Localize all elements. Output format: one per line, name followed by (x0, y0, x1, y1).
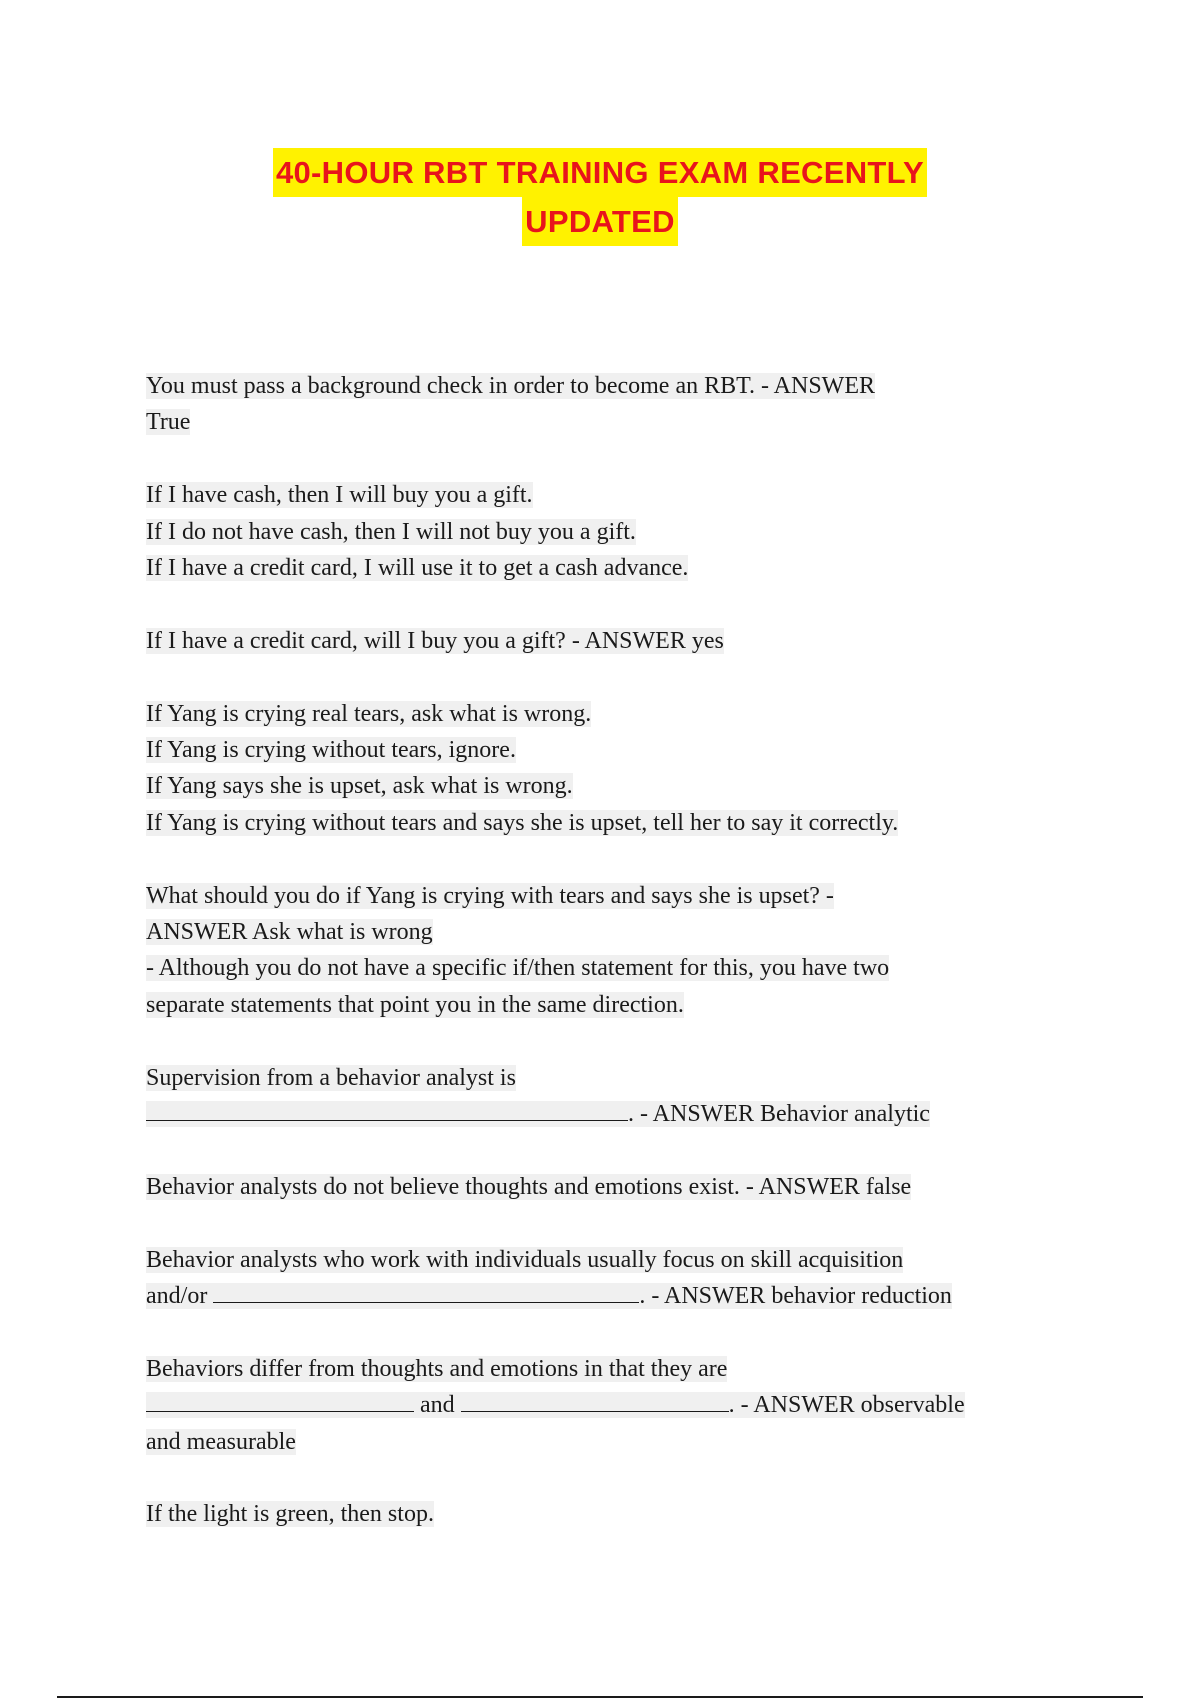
text-segment: and/or (146, 1283, 214, 1310)
answer-blank (461, 1389, 729, 1412)
text-segment: . - ANSWER behavior reduction (639, 1283, 952, 1310)
text-line: - Although you do not have a specific if/then statement for this, you have two (146, 955, 890, 982)
text-line: If I have cash, then I will buy you a gift. (146, 482, 533, 509)
qa-item-10 (146, 1496, 1076, 1532)
text-line: separate statements that point you in the same direction. (146, 991, 684, 1018)
text-line: If I have a credit card, I will use it to get a cash advance. (146, 555, 689, 582)
text-line: Behavior analysts do not believe thoughts and emotions exist. - ANSWER false (146, 1173, 912, 1200)
text-line: Supervision from a behavior analyst is (146, 1064, 516, 1091)
text-line: Behaviors differ from thoughts and emotions in that they are (146, 1355, 728, 1382)
text-line: You must pass a background check in order to become an RBT. - ANSWER (146, 373, 875, 399)
qa-item-7 (146, 1169, 1076, 1205)
qa-item-1 (146, 368, 1076, 441)
text-segment: . - ANSWER Behavior analytic (628, 1101, 930, 1128)
text-line: If Yang is crying real tears, ask what is wrong. (146, 700, 592, 727)
document-body (146, 368, 1076, 1569)
text-line: ANSWER Ask what is wrong (146, 919, 433, 946)
text-line: If I have a credit card, will I buy you a gift? - ANSWER yes (146, 627, 724, 654)
text-line: If Yang is crying without tears and says she is upset, tell her to say it correctly. (146, 809, 899, 836)
text-line: If Yang is crying without tears, ignore. (146, 737, 516, 764)
answer-blank (146, 1389, 414, 1412)
qa-item-9 (146, 1351, 1076, 1460)
text-line: What should you do if Yang is crying with tears and says she is upset? - (146, 882, 834, 909)
text-line: and measurable (146, 1428, 296, 1455)
text-line: If Yang says she is upset, ask what is wrong. (146, 773, 573, 800)
answer-blank (146, 1098, 628, 1121)
answer-blank (213, 1280, 639, 1303)
text-segment: . - ANSWER observable (728, 1392, 965, 1419)
text-line: Behavior analysts who work with individuals usually focus on skill acquisition (146, 1246, 904, 1273)
text-segment: and (414, 1392, 461, 1419)
qa-item-8 (146, 1242, 1076, 1315)
text-line: True (146, 409, 191, 436)
qa-item-5 (146, 878, 1076, 1024)
qa-item-6 (146, 1060, 1076, 1133)
title-line-1: 40-HOUR RBT TRAINING EXAM RECENTLY (273, 148, 927, 197)
qa-item-2 (146, 477, 1076, 586)
text-line: If I do not have cash, then I will not buy you a gift. (146, 518, 636, 545)
qa-item-4 (146, 696, 1076, 842)
text-line: If the light is green, then stop. (146, 1501, 434, 1528)
document-title (0, 148, 1200, 246)
footer-divider (57, 1696, 1143, 1698)
title-line-2: UPDATED (522, 197, 678, 246)
qa-item-3 (146, 623, 1076, 659)
